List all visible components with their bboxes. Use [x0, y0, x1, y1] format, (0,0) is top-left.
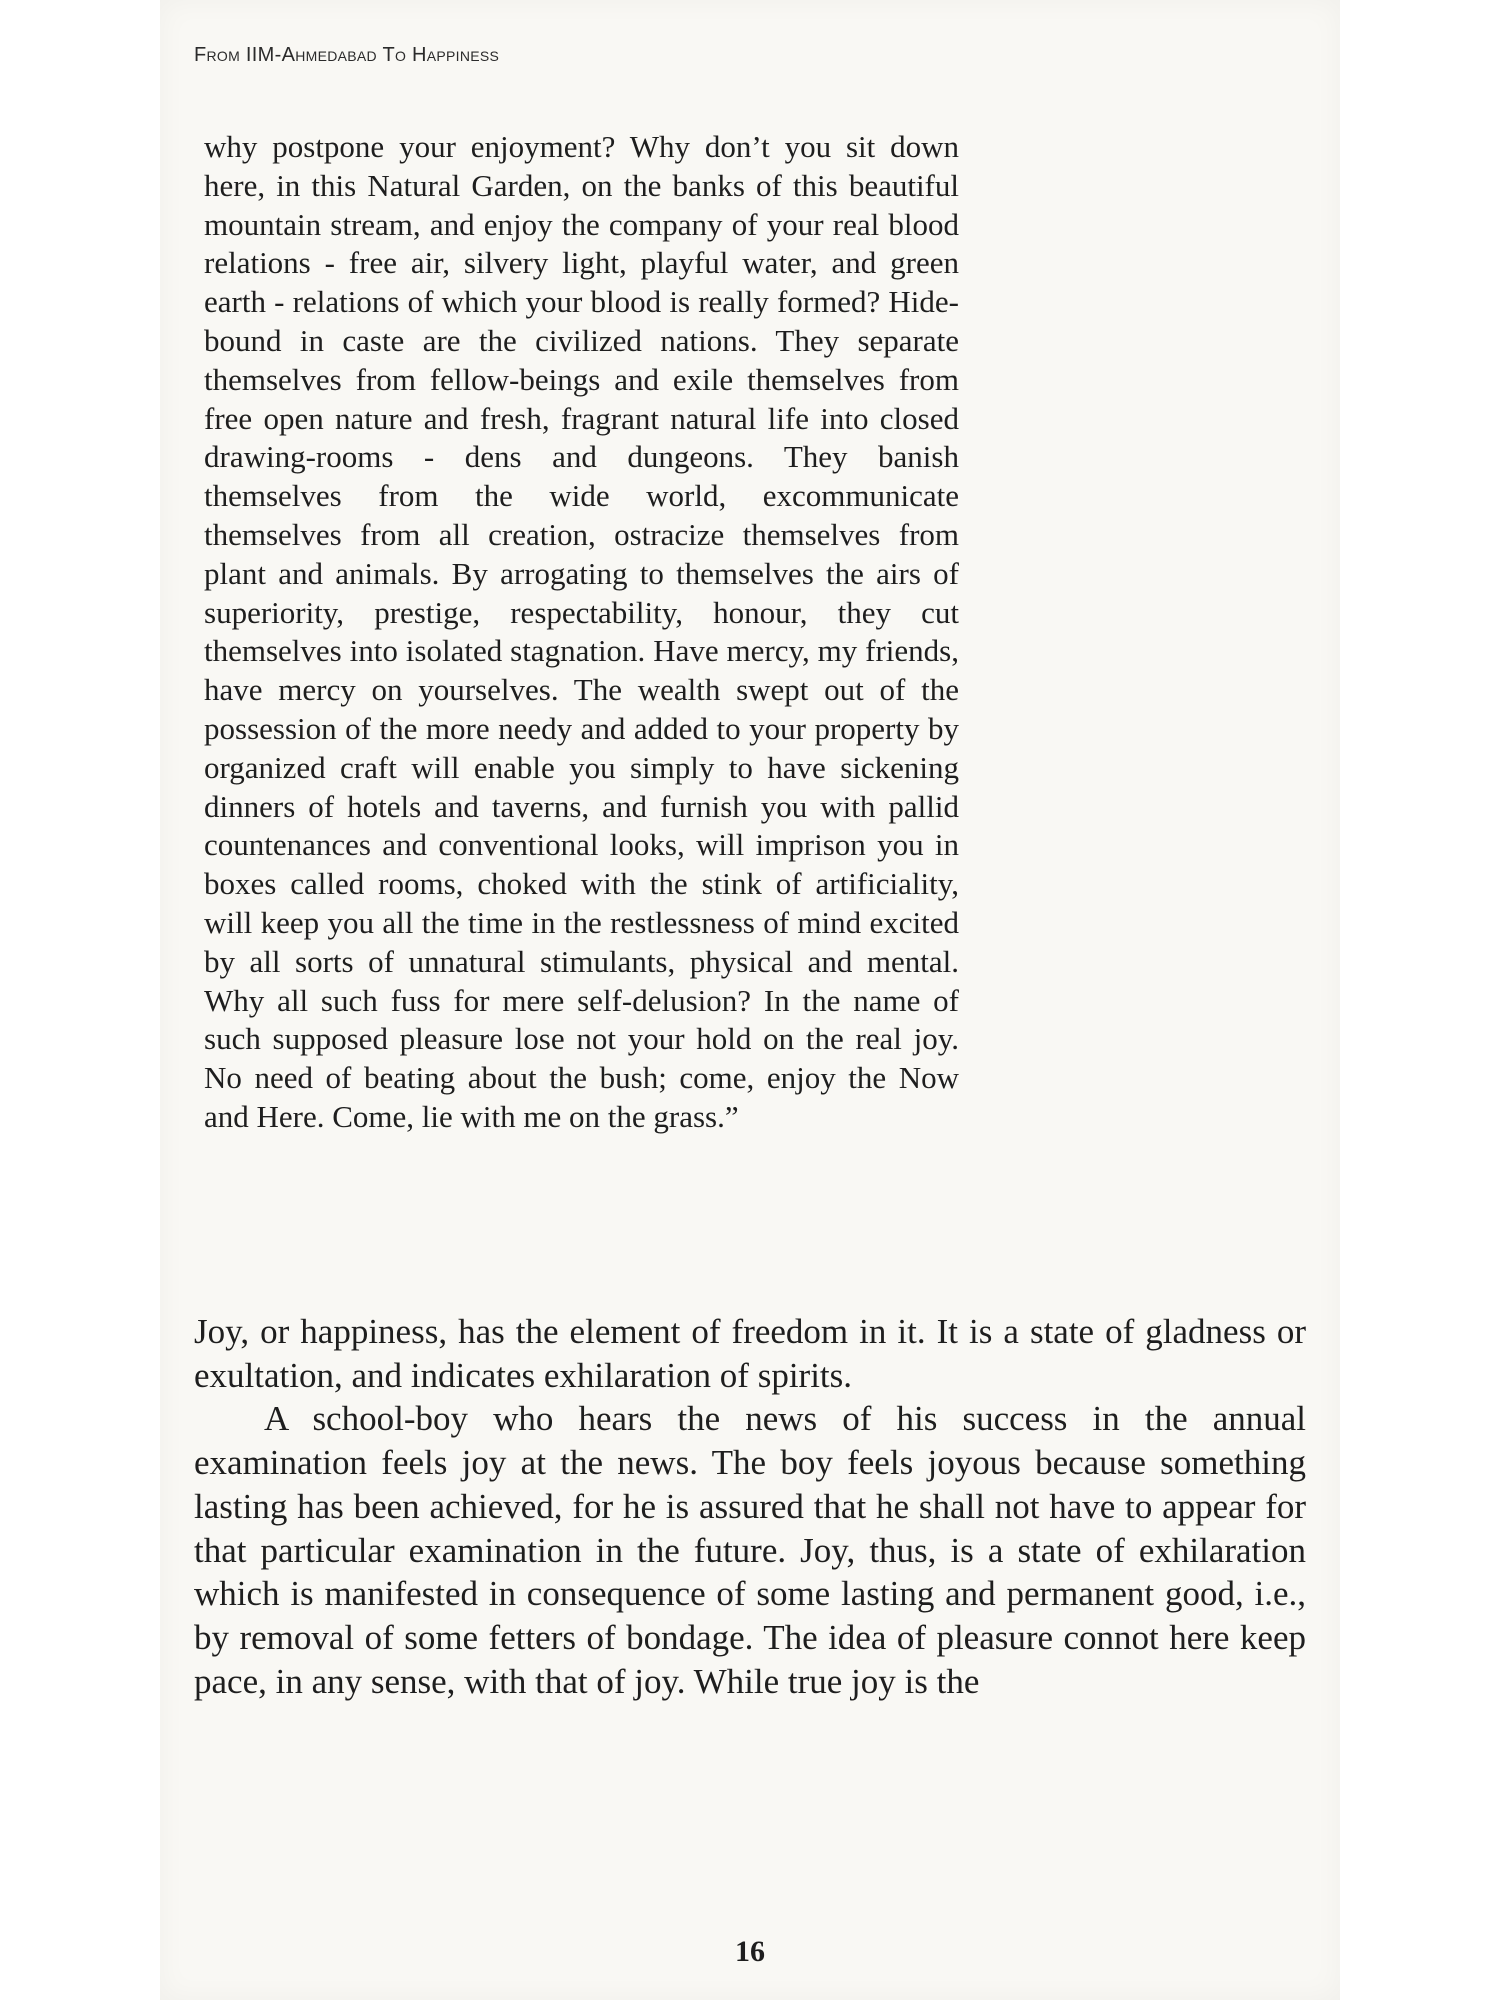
quote-paragraph: why postpone your enjoyment? Why don’t you sit down here, in this Natural Garden, on the banks of this beautiful mountain stream, and enjoy the company of your real blood relations - free air, silvery light, playful water, and green earth - relations of which your blood is really formed? Hide-bound in caste are the civilized nations. They separate themselves from fellow-beings and exile themselves from free open nature and fresh, fragrant natural life into closed drawing-rooms - dens and dungeons. They banish themselves from the wide world, excommunicate themselves from all creation, ostracize themselves from plant and animals. By arrogating to themselves the airs of superiority, prestige, respectability, honour, they cut themselves into isolated stagnation. Have mercy, my friends, have mercy on yourselves. The wealth swept out of the possession of the more needy and added to your property by organized craft will enable you simply to have sickening dinners of hotels and taverns, and furnish you with pallid countenances and conventional looks, will imprison you in boxes called rooms, choked with the stink of artificiality, will keep you all the time in the restlessness of mind excited by all sorts of unnatural stimulants, physical and mental. Why all such fuss for mere self-delusion? In the name of such supposed pleasure lose not your hold on the real joy. No need of beating about the bush; come, enjoy the Now and Here. Come, lie with me on the grass.”	[204, 129, 959, 1134]
body-paragraph-1: Joy, or happiness, has the element of freedom in it. It is a state of gladness or exultation, and indicates exhilaration of spirits.	[194, 1312, 1306, 1395]
book-page	[160, 0, 1340, 2000]
block-quote	[204, 128, 959, 1137]
body-paragraph-2: A school-boy who hears the news of his success in the annual examination feels joy at the news. The boy feels joyous because something lasting has been achieved, for he is assured that he shall not have to appear for that particular examination in the future. Joy, thus, is a state of exhilaration which is manifested in consequence of some lasting and permanent good, i.e., by removal of some fetters of bondage. The idea of pleasure connot here keep pace, in any sense, with that of joy. While true joy is the	[194, 1399, 1306, 1701]
running-head: From IIM-Ahmedabad To Happiness	[194, 44, 500, 66]
body-text	[194, 1310, 1306, 1703]
page-number: 16	[735, 1935, 765, 1968]
